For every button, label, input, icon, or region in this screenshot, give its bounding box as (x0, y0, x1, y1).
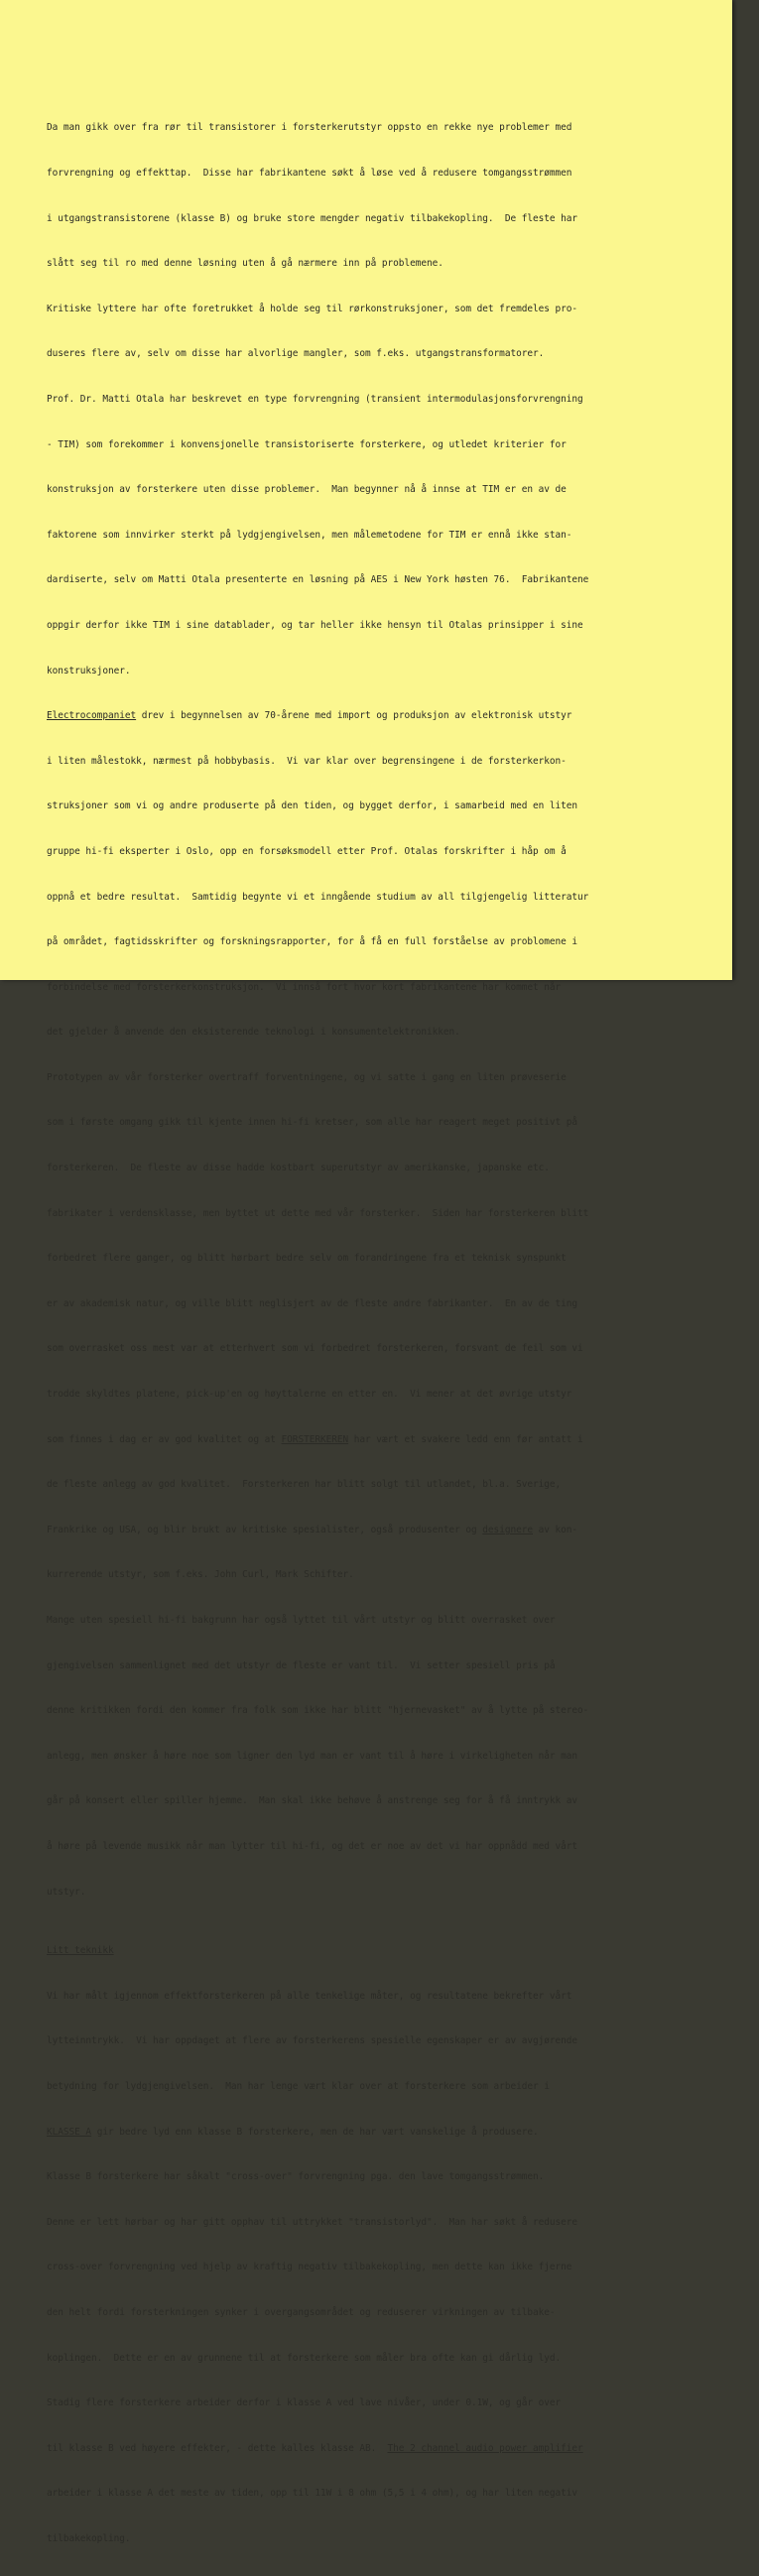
text-segment: Frankrike og USA, og blir brukt av kritiske spesialister, også produsenter og (47, 1524, 483, 1535)
text-line (47, 1523, 721, 1537)
underlined-term: KLASSE A (47, 2126, 92, 2138)
text-line: de fleste anlegg av god kvalitet. Forsterkeren har blitt solgt til utlandet, bl.a. Sverige, (47, 1479, 562, 1491)
text-line: Vi har målt igjennom effektforsterkeren på alle tenkelige måter, og resultatene bekrefter vårt (47, 1990, 572, 2002)
text-line: konstruksjoner. (47, 665, 131, 676)
text-line: forvrengning og effekttap. Disse har fabrikantene søkt å løse ved å redusere tomgangsstrømmen (47, 168, 572, 179)
text-line: Prof. Dr. Matti Otala har beskrevet en type forvrengning (transient intermodulasjonsforvrengning (47, 393, 583, 405)
text-line: fabrikater i verdensklasse, men byttet ut dette med vår forsterker. Siden har forsterkeren blitt (47, 1207, 589, 1219)
text-line: koplingen. Dette er en av grunnene til at forsterkere som måler bra ofte kan gi dårlig lyd. (47, 2352, 562, 2364)
text-line: oppgir derfor ikke TIM i sine datablader, og tar heller ikke hensyn til Otalas prinsipper i sine (47, 619, 583, 631)
text-line: forbedret flere ganger, og blitt hørbart bedre selv om forandringene fra et teknisk synspunkt (47, 1253, 567, 1265)
text-line: Denne er lett hørbar og har gitt opphav til uttrykket "transistorlyd". Man har søkt å redusere (47, 2216, 578, 2228)
text-line: faktorene som innvirker sterkt på lydgjengivelsen, men målemetodene for TIM er ennå ikke stan- (47, 529, 572, 541)
underlined-term: FORSTERKEREN (281, 1433, 349, 1445)
text-segment: drev i begynnelsen av 70-årene med import og produksjon av elektronisk utstyr (136, 710, 572, 722)
text-line: kurrerende utstyr, som f.eks. John Curl, Mark Schifter. (47, 1569, 354, 1581)
text-line: i liten målestokk, nærmest på hobbybasis. Vi var klar over begrensingene i de forsterkerkon- (47, 755, 567, 767)
text-line: denne kritikken fordi den kommer fra folk som ikke har blitt "hjernevasket" av å lytte på stereo- (47, 1705, 589, 1717)
text-line: Klasse B forsterkere har såkalt "cross-over" forvrengning pga. den lave tomgangsstrømmen. (47, 2171, 545, 2183)
text-line: utstyr. (47, 1886, 86, 1898)
text-line: Mange uten spesiell hi-fi bakgrunn har også lyttet til vårt utstyr og blitt overrasket over (47, 1615, 556, 1626)
text-line: struksjoner som vi og andre produserte på den tiden, og bygget derfor, i samarbeid med en liten (47, 800, 578, 812)
text-segment: har vært et svakere ledd enn før antatt i (348, 1433, 583, 1445)
text-line: på området, fagtidsskrifter og forskningsrapporter, for å få en full forståelse av problomene i (47, 936, 578, 948)
text-line: forbindelse med forsterkerkonstruksjon. Vi innså fort hvor kort fabrikantene har kommet når (47, 981, 562, 993)
section-heading-text: Litt teknikk (47, 1945, 114, 1957)
text-line: gjengivelsen sammenlignet med det utstyr de fleste er vant til. Vi setter spesiell pris på (47, 1659, 556, 1671)
text-line: forsterkeren. De fleste av disse hadde kostbart superutstyr av amerikanske, japanske etc. (47, 1163, 550, 1174)
text-line: den helt fordi forsterkningen synker i overgangsområdet og reduserer virkningen av tilbake- (47, 2306, 556, 2318)
text-line: slått seg til ro med denne løsning uten å gå nærmere inn på problemene. (47, 258, 443, 270)
text-line: gruppe hi-fi eksperter i Oslo, opp en forsøksmodell etter Prof. Otalas forskrifter i håp om å (47, 845, 567, 857)
document-body (47, 90, 721, 2576)
text-line: trodde skyldtes platene, pick-up'en og høyttalerne en etter en. Vi mener at det øvrige utstyr (47, 1389, 572, 1401)
text-line: lytteinntrykk. Vi har oppdaget at flere av forsterkerens spesielle egenskaper er av avgjørende (47, 2035, 578, 2047)
text-line: dardiserte, selv om Matti Otala presenterte en løsning på AES i New York høsten 76. Fabrikantene (47, 574, 589, 586)
text-line: duseres flere av, selv om disse har alvorlige mangler, som f.eks. utgangstransformatorer. (47, 348, 545, 360)
text-line: anlegg, men ønsker å høre noe som ligner den lyd man er vant til å høre i virkeligheten når man (47, 1750, 578, 1762)
text-line: Prototypen av vår forsterker overtraff forventningene, og vi satte i gang en liten prøveserie (47, 1071, 567, 1083)
text-line: - TIM) som forekommer i konvensjonelle transistoriserte forsterkere, og utledet kriterier for (47, 438, 567, 450)
text-line (47, 708, 721, 723)
text-line: som i første omgang gikk til kjente innen hi-fi kretser, som alle har reagert meget positivt på (47, 1117, 578, 1129)
text-line (47, 2125, 721, 2140)
text-line (47, 2441, 721, 2456)
text-line: betydning for lydgjengivelsen. Man har lenge vært klar over at forsterkere som arbeider i (47, 2080, 550, 2092)
text-segment: av kon- (532, 1524, 578, 1535)
text-segment: til klasse B ved høyere effekter, - dette kalles klasse AB. (47, 2442, 388, 2454)
text-line: å høre på levende musikk når man lytter til hi-fi, og det er noe av det vi har oppnådd med vårt (47, 1840, 578, 1852)
product-name: The 2 channel audio power amplifier (387, 2442, 583, 2454)
text-line (47, 1432, 721, 1447)
text-line: det gjelder å anvende den eksisterende teknologi i konsumentelektronikken. (47, 1027, 460, 1039)
text-line: Kritiske lyttere har ofte foretrukket å holde seg til rørkonstruksjoner, som det fremdeles pro- (47, 303, 578, 314)
text-line: tilbakekopling. (47, 2532, 131, 2544)
text-line: oppnå et bedre resultat. Samtidig begynte vi et inngående studium av all tilgjengelig litteratur (47, 891, 589, 903)
text-line: går på konsert eller spiller hjemme. Man skal ikke behøve å anstrenge seg for å få inntrykk av (47, 1795, 578, 1807)
text-line: cross-over forvrengning ved hjelp av kraftig negativ tilbakekopling, men dette kan ikke fjerne (47, 2262, 572, 2273)
text-line: Da man gikk over fra rør til transistorer i forsterkerutstyr oppsto en rekke nye problemer med (47, 122, 572, 134)
text-line: er av akademisk natur, og ville blitt neglisjert av de fleste andre fabrikanter. En av de ting (47, 1297, 578, 1309)
text-line: Stadig flere forsterkere arbeider derfor i klasse A ved lave nivåer, under 0.1W, og går over (47, 2397, 562, 2409)
text-line: i utgangstransistorene (klasse B) og bruke store mengder negativ tilbakekopling. De fleste har (47, 212, 578, 224)
text-line: som overrasket oss mest var at etterhvert som vi forbedret forsterkeren, forsvant de feil som vi (47, 1343, 583, 1355)
text-segment: gir bedre lyd enn klasse B forsterkere, men de har vært vanskelige å produsere. (91, 2126, 539, 2138)
text-line: konstruksjon av forsterkere uten disse problemer. Man begynner nå å innse at TIM er en av de (47, 484, 567, 496)
text-line: arbeider i klasse A det meste av tiden, opp til 11W i 8 ohm (5,5 i 4 ohm), og har liten negativ (47, 2488, 578, 2500)
underlined-term: designere (482, 1524, 533, 1535)
text-segment: som finnes i dag er av god kvalitet og at (47, 1433, 282, 1445)
company-name: Electrocompaniet (47, 710, 137, 722)
section-heading (47, 1943, 721, 1958)
